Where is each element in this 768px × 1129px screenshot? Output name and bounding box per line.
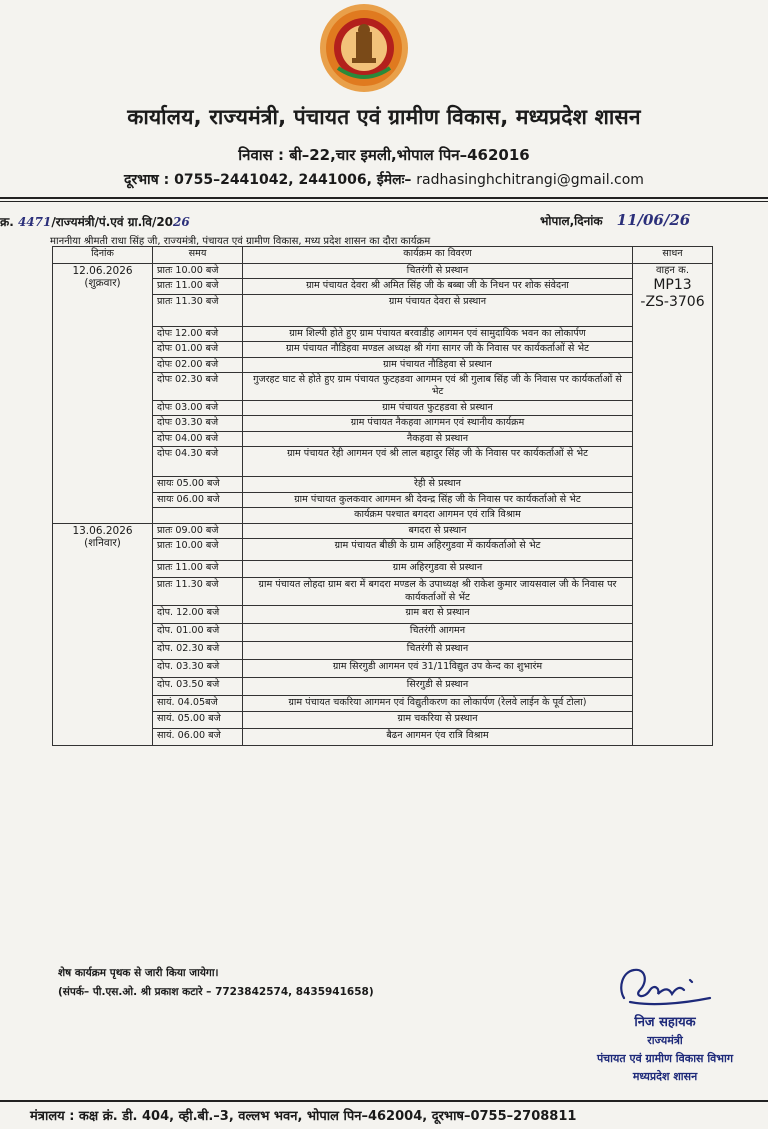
header-program: कार्यक्रम का विवरण: [243, 247, 633, 264]
contact-line: (संपर्क– पी.एस.ओ. श्री प्रकाश कटारे – 7723842574, 8435941658): [58, 986, 374, 998]
day2-weekday: (शनिवार): [84, 537, 121, 550]
table-row: सायः 05.00 बजे रेही से प्रस्थान: [53, 477, 713, 493]
signatory-title: निज सहायक: [634, 1015, 696, 1030]
table-row: दोपः 12.00 बजे ग्राम शिल्पी होते हुए ग्राम पंचायत बरवाडीह आगमन एवं सामुदायिक भवन का लोकार्पण: [53, 326, 713, 341]
table-row: सायं. 05.00 बजे ग्राम चकरिया से प्रस्थान: [53, 711, 713, 728]
remaining-program-note: शेष कार्यक्रम पृथक से जारी किया जायेगा।: [58, 967, 219, 979]
day2-date: 13.06.2026: [72, 524, 133, 537]
table-row: प्रातः 10.00 बजे ग्राम पंचायत बीछी के ग्राम अहिरगुडवा में कार्यकर्ताओ से भेट: [53, 539, 713, 561]
day1-cell: [53, 264, 153, 524]
table-row: कार्यक्रम पश्चात बगदरा आगमन एवं रात्रि विश्राम: [53, 508, 713, 523]
vehicle-label: वाहन क.: [655, 265, 690, 276]
table-row: दोपः 02.30 बजे गुजरहट घाट से होते हुए ग्राम पंचायत फुटहडवा आगमन एवं श्री गुलाब सिंह जी के निवास पर कार्यकर्ताओं से भेट: [53, 373, 713, 401]
header-vehicle: साधन: [633, 247, 713, 264]
table-row: दोपः 04.30 बजे ग्राम पंचायत रेही आगमन एवं श्री लाल बहादुर सिंह जी के निवास पर कार्यकर्ताओं से भेट: [53, 447, 713, 477]
ref-year-handwritten: 26: [173, 215, 190, 229]
table-row: दोपः 04.00 बजे नैकहवा से प्रस्थान: [53, 431, 713, 446]
table-row: दोप. 12.00 बजे ग्राम बरा से प्रस्थान: [53, 606, 713, 624]
table-row: 13.06.2026 (शनिवार) प्रातः 09.00 बजे बगदरा से प्रस्थान: [53, 523, 713, 538]
day1-date: 12.06.2026: [72, 265, 133, 277]
table-row: प्रातः 11.30 बजे ग्राम पंचायत देवरा से प्रस्थान: [53, 294, 713, 326]
state-emblem-icon: [318, 2, 410, 94]
table-row: दोप. 01.00 बजे चितरंगी आगमन: [53, 624, 713, 642]
signatory-block: [560, 1012, 768, 1084]
signatory-line3: पंचायत एवं ग्रामीण विकास विभाग: [596, 1052, 734, 1065]
header-date: दिनांक: [53, 247, 153, 264]
table-row: दोपः 03.00 बजे ग्राम पंचायत फुटहडवा से प्रस्थान: [53, 400, 713, 415]
table-row: दोपः 03.30 बजे ग्राम पंचायत नैकहवा आगमन एवं स्थानीय कार्यक्रम: [53, 416, 713, 431]
day1-weekday: (शुक्रवार): [84, 277, 121, 290]
vehicle-number-2: -ZS-3706: [640, 294, 705, 311]
vehicle-cell: [633, 264, 713, 746]
header-divider: [0, 197, 768, 199]
table-row: दोप. 03.30 बजे ग्राम सिरगुडी आगमन एवं 31/11विद्युत उप केन्द का शुभारंम: [53, 660, 713, 678]
tour-program-caption: माननीया श्रीमती राधा सिंह जी, राज्यमंत्री, पंचायत एवं ग्रामीण विकास, मध्य प्रदेश शासन का दौरा कार्यक्रम: [50, 236, 431, 247]
email-text: radhasinghchitrangi@gmail.com: [416, 172, 644, 188]
table-row: प्रातः 11.00 बजे ग्राम अहिरगुडवा से प्रस्थान: [53, 561, 713, 578]
ministry-address-footer: मंत्रालय : कक्ष क्रं. डी. 404, व्ही.बी.–3, वल्लभ भवन, भोपाल पिन–462004, दूरभाष–0755–2708811: [30, 1109, 577, 1124]
table-row: दोप. 02.30 बजे चितरंगी से प्रस्थान: [53, 642, 713, 660]
date-handwritten: 11/06/26: [616, 211, 691, 229]
phone-email-line: [0, 170, 768, 189]
header-divider-thin: [0, 201, 768, 202]
residence-address: निवास : बी–22,चार इमली,भोपाल पिन–462016: [238, 146, 530, 164]
table-header-row: [53, 247, 713, 264]
phone-text: दूरभाष : 0755–2441042, 2441006, ईमेलः–: [124, 172, 412, 188]
footer-divider: [0, 1100, 768, 1102]
table-row: सायः 06.00 बजे ग्राम पंचायत कुलकवार आगमन श्री देवन्द्र सिंह जी के निवास पर कार्यकर्ताओ से भेट: [53, 493, 713, 508]
signatory-line2: राज्यमंत्री: [647, 1034, 683, 1047]
vehicle-number-1: MP13: [653, 277, 692, 294]
table-row: प्रातः 11.00 बजे ग्राम पंचायत देवरा श्री अमित सिंह जी के बब्बा जी के निधन पर शोक संवेदना: [53, 279, 713, 294]
header-time: समय: [153, 247, 243, 264]
office-title: कार्यालय, राज्यमंत्री, पंचायत एवं ग्रामीण विकास, मध्यप्रदेश शासन: [127, 105, 641, 129]
table-row: सायं. 06.00 बजे बैढन आगमन एंव रात्रि विश्राम: [53, 728, 713, 745]
table-row: दोपः 01.00 बजे ग्राम पंचायत नौडिहवा मण्डल अध्यक्ष श्री गंगा सागर जी के निवास पर कार्यकर्ताओं से भेट: [53, 342, 713, 357]
table-row: सायं. 04.05बजे ग्राम पंचायत चकरिया आगमन एवं विद्युतीकरण का लोकार्पण (रेलवे लाईन के पूर्व टोला): [53, 696, 713, 711]
table-row: दोप. 03.50 बजे सिरगुडी से प्रस्थान: [53, 678, 713, 696]
reference-number: क्र. 4471/राज्यमंत्री/पं.एवं ग्रा.वि/2026: [0, 215, 190, 229]
day2-cell: [53, 523, 153, 745]
table-row: 12.06.2026 (शुक्रवार) प्रातः 10.00 बजे चितरंगी से प्रस्थान वाहन क. MP13 -ZS-3706: [53, 264, 713, 279]
table-row: दोपः 02.00 बजे ग्राम पंचायत नौडिहवा से प्रस्थान: [53, 357, 713, 372]
place-date: भोपाल,दिनांक 11/06/26: [540, 211, 691, 229]
handwritten-signature: [610, 960, 720, 1010]
ref-number-handwritten: 4471: [17, 215, 52, 229]
tour-schedule-table: [52, 246, 713, 746]
table-row: प्रातः 11.30 बजे ग्राम पंचायत लोहदा ग्राम बरा में बगदरा मण्डल के उपाध्यक्ष श्री राकेश कुमार जायसवाल जी के निवास पर कार्यकर्ताओं से भेंट: [53, 578, 713, 606]
signatory-line4: मध्यप्रदेश शासन: [632, 1070, 698, 1083]
